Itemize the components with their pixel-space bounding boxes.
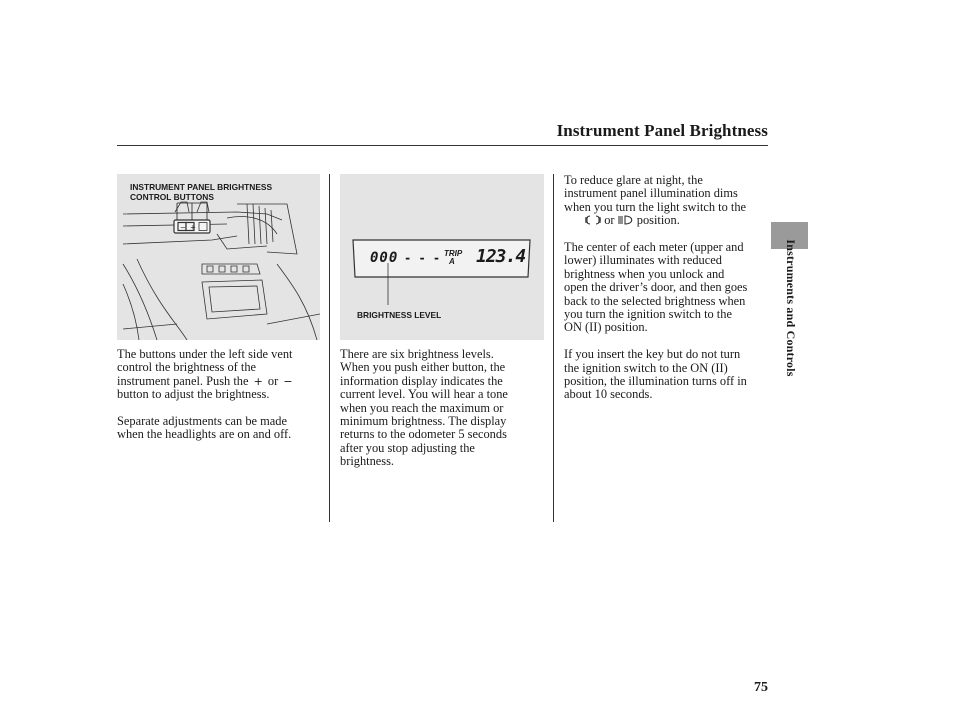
- column-divider-2: [553, 174, 554, 522]
- col1-p1-line1: The buttons under the left side vent: [117, 347, 293, 361]
- col3-p2-line: ON (II) position.: [564, 320, 648, 335]
- col3-p2-line: lower) illuminates with reduced: [564, 253, 722, 268]
- section-tab-label: Instruments and Controls: [784, 239, 798, 377]
- col1-p1-line2: control the brightness of the: [117, 360, 257, 375]
- plus-symbol: +: [253, 374, 263, 388]
- col2-line: brightness.: [340, 454, 395, 469]
- col2-line: after you stop adjusting the: [340, 440, 475, 455]
- brightness-level-label: BRIGHTNESS LEVEL: [357, 310, 442, 320]
- col3-p2-line: you turn the ignition switch to the: [564, 307, 732, 322]
- col2-line: when you reach the maximum or: [340, 400, 504, 415]
- col3-p3-line: about 10 seconds.: [564, 387, 653, 402]
- figure-label-line2: CONTROL BUTTONS: [130, 192, 214, 202]
- minus-symbol: −: [283, 374, 293, 388]
- col1-or: or: [267, 373, 279, 388]
- odometer-segments: 000: [370, 250, 399, 266]
- col1-p2-line2: when the headlights are on and off.: [117, 427, 292, 442]
- col3-p3-line: position, the illumination turns off in: [564, 374, 747, 389]
- brightness-display-figure: [340, 174, 544, 340]
- col3-p3-line: If you insert the key but do not turn: [564, 347, 741, 362]
- trip-value: 123.4: [476, 246, 526, 267]
- brightness-level-dashes: - - -: [404, 251, 441, 265]
- col2-line: There are six brightness levels.: [340, 347, 494, 361]
- col3-p2-line: back to the selected brightness when: [564, 293, 746, 308]
- col2-line: When you push either button, the: [340, 360, 506, 375]
- col3-p1-line: instrument panel illumination dims: [564, 186, 738, 201]
- dashboard-illustration: [117, 174, 320, 340]
- trip-label: TRIP: [444, 249, 463, 258]
- col1-p1-line3: instrument panel. Push the: [117, 373, 249, 388]
- col3-position: position.: [636, 213, 680, 228]
- page-number: 75: [754, 680, 768, 695]
- col3-p1-line: To reduce glare at night, the: [564, 173, 703, 187]
- svg-text:+: +: [190, 223, 196, 232]
- column-divider-1: [329, 174, 330, 522]
- col3-or: or: [604, 213, 615, 228]
- col2-line: minimum brightness. The display: [340, 414, 507, 429]
- svg-text:−: −: [180, 223, 186, 232]
- col3-p2-line: brightness when you unlock and: [564, 266, 725, 281]
- col2-line: information display indicates the: [340, 373, 503, 388]
- col3-p2-line: open the driver’s door, and then goes: [564, 280, 748, 295]
- headlights-icon: [618, 215, 634, 225]
- parking-lights-icon: [585, 215, 601, 225]
- column-2-text: [340, 348, 550, 482]
- col3-p3-line: the ignition switch to the ON (II): [564, 360, 728, 375]
- col2-line: returns to the odometer 5 seconds: [340, 427, 507, 442]
- control-buttons-figure: [117, 174, 320, 340]
- col3-p1-line: when you turn the light switch to the: [564, 199, 747, 214]
- col1-p1-line4: button to adjust the brightness.: [117, 387, 270, 402]
- col1-p2-line1: Separate adjustments can be made: [117, 414, 287, 429]
- column-1-text: [117, 348, 327, 455]
- title-rule: [117, 145, 768, 146]
- trip-sub-label: A: [449, 257, 455, 266]
- col3-p2-line: The center of each meter (upper and: [564, 240, 744, 255]
- column-3-text: [564, 174, 774, 415]
- col2-line: current level. You will hear a tone: [340, 387, 508, 402]
- page-title: Instrument Panel Brightness: [556, 121, 768, 140]
- figure-label-line1: INSTRUMENT PANEL BRIGHTNESS: [130, 182, 273, 192]
